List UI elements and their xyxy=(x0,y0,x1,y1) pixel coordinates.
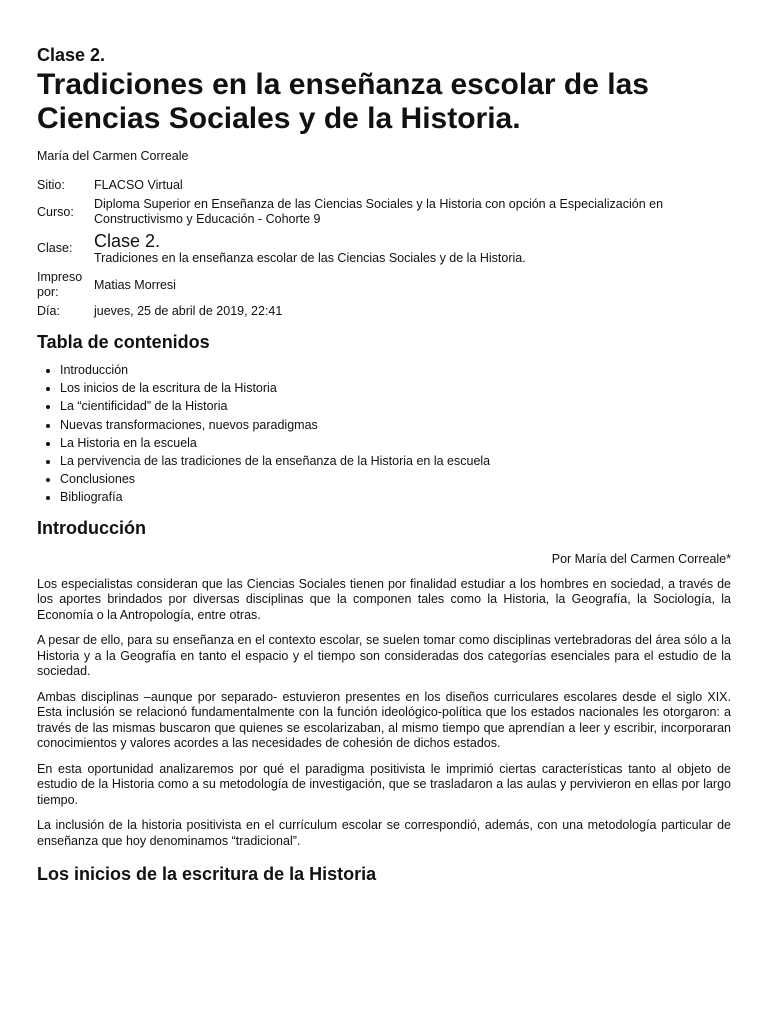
toc-item-nuevas-transformaciones[interactable]: • Nuevas transformaciones, nuevos paradigmas xyxy=(60,416,731,434)
meta-key-impreso xyxy=(37,268,94,302)
byline: Por María del Carmen Correale* xyxy=(551,551,731,566)
section-heading-introduccion: Introducción xyxy=(37,517,146,538)
meta-row-curso xyxy=(37,195,731,229)
meta-row-clase xyxy=(37,229,731,268)
toc-item-pervivencia[interactable]: • La pervivencia de las tradiciones de la enseñanza de la Historia en la escuela xyxy=(60,452,731,470)
meta-value-sitio: FLACSO Virtual xyxy=(94,178,183,192)
meta-key-curso: Curso: xyxy=(37,204,74,219)
toc-item-cientificidad[interactable]: • La “cientificidad” de la Historia xyxy=(60,397,731,415)
meta-row-sitio xyxy=(37,176,731,195)
intro-paragraph-3: Ambas disciplinas –aunque por separado- estuvieron presentes en los diseños curriculares escolares desde el siglo XIX. Esta inclusión se relacionó fundamentalmente con la función ideológico-política que los estados nacionales les otorgaron: a través de las mismas buscaron que quienes se escolarizaban, al mismo tiempo que aprendían a leer y escribir, incorporaran conocimientos y valores acordes a las necesidades de cohesión de dichos estados. xyxy=(37,689,731,751)
toc-heading: Tabla de contenidos xyxy=(37,332,210,352)
intro-paragraph-5: La inclusión de la historia positivista en el currículum escolar se correspondió, además, con una metodología particular de enseñanza que hoy denominamos “tradicional”. xyxy=(37,818,731,848)
page-title: Tradiciones en la enseñanza escolar de las Ciencias Sociales y de la Historia. xyxy=(37,68,649,135)
meta-value-impreso: Matias Morresi xyxy=(94,277,176,292)
toc-item-bibliografia[interactable]: • Bibliografía xyxy=(60,488,731,506)
meta-value-clase xyxy=(94,229,731,268)
toc-item-conclusiones[interactable]: • Conclusiones xyxy=(60,470,731,488)
meta-key-clase: Clase: xyxy=(37,241,73,255)
meta-clase-number: Clase 2. xyxy=(94,231,161,251)
meta-key-sitio: Sitio: xyxy=(37,178,65,192)
meta-value-dia: jueves, 25 de abril de 2019, 22:41 xyxy=(94,304,283,318)
meta-value-curso: Diploma Superior en Enseñanza de las Ciencias Sociales y la Historia con opción a Especialización en Constructivismo y Educación - Cohorte 9 xyxy=(94,197,664,226)
meta-key-impreso-line1: Impreso xyxy=(37,270,83,284)
author-name: María del Carmen Correale xyxy=(37,149,189,163)
clase-label: Clase 2. xyxy=(37,45,106,65)
meta-row-impreso xyxy=(37,268,731,302)
intro-paragraph-2: A pesar de ello, para su enseñanza en el contexto escolar, se suelen tomar como disciplinas vertebradoras del área sólo a la Historia y a la Geografía en tanto el espacio y el tiempo son consideradas dos categorías esenciales para el estudio de la sociedad. xyxy=(37,633,731,679)
meta-clase-title: Tradiciones en la enseñanza escolar de las Ciencias Sociales y de la Historia. xyxy=(94,251,526,265)
toc-item-historia-escuela[interactable]: • La Historia en la escuela xyxy=(60,434,731,452)
meta-row-dia xyxy=(37,302,731,321)
meta-key-impreso-line2: por: xyxy=(37,285,59,299)
intro-paragraph-4: En esta oportunidad analizaremos por qué el paradigma positivista le imprimió ciertas características tanto al objeto de estudio de la Historia como a su metodología de investigación, que se trasladaron a las aulas y pervivieron en ellas por largo tiempo. xyxy=(37,761,731,807)
intro-paragraph-1: Los especialistas consideran que las Ciencias Sociales tienen por finalidad estudiar a los hombres en sociedad, a través de los aportes brindados por diversas disciplinas que la componen tales como la Historia, la Geografía, la Sociología, la Economía o la Antropología, entre otras. xyxy=(37,576,731,622)
toc-list xyxy=(37,361,731,507)
print-metadata-table xyxy=(37,176,731,321)
meta-key-dia: Día: xyxy=(37,304,60,318)
toc-item-inicios-escritura[interactable]: • Los inicios de la escritura de la Historia xyxy=(60,379,731,397)
section-heading-inicios: Los inicios de la escritura de la Historia xyxy=(37,864,377,885)
toc-item-introduccion[interactable]: • Introducción xyxy=(60,361,731,379)
